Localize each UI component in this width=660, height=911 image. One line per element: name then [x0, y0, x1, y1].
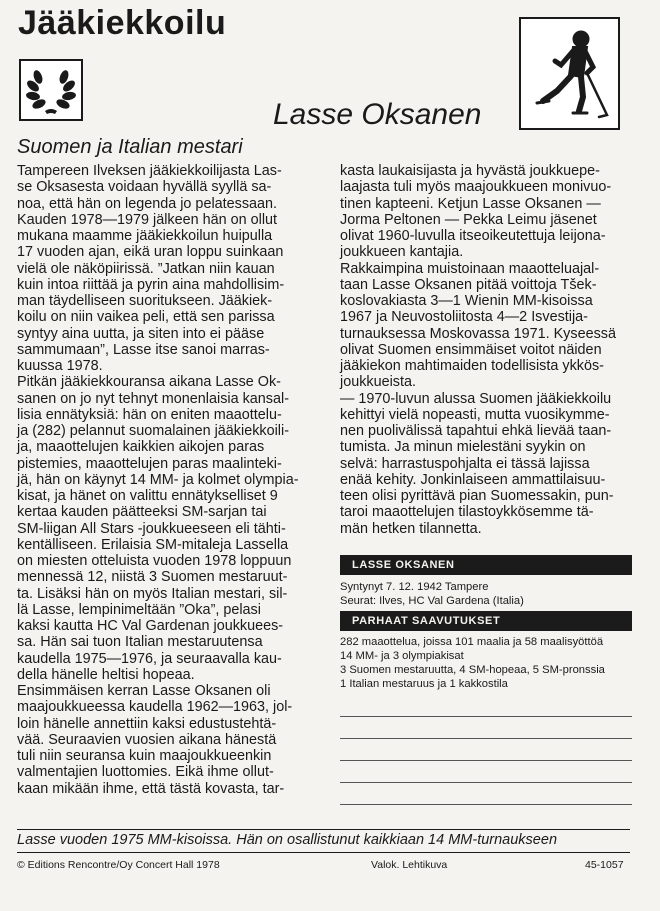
text-line: olivat 1960-luvulla itseoikeutettuja leijona-	[340, 228, 606, 244]
text-line: noa, että hän on legenda jo pelatessaan.	[17, 195, 278, 212]
text-line: olivat Suomen ensimmäiset voitot näiden	[340, 341, 602, 358]
text-line: mukana maamme jääkiekkoilun huipulla	[17, 228, 273, 244]
text-line: kasta laukaisijasta ja hyvästä joukkuepe-	[340, 163, 600, 179]
text-line: sammumaan”, Lasse itse sanoi marras-	[17, 341, 270, 358]
article-right-column	[340, 163, 632, 537]
text-line: laajasta tuli myös maajoukkueen monivuo-	[340, 179, 612, 196]
player-name: Lasse Oksanen	[273, 98, 482, 131]
text-line: koslovakiasta 3—1 Wienin MM-kisoissa	[340, 293, 593, 309]
text-line: kertaa kauden päätteeksi SM-sarjan tai	[17, 504, 267, 521]
text-line: kuin intoa riittää ja pyrin aina mahdollisim-	[17, 276, 285, 293]
caption-divider	[17, 829, 630, 830]
text-line: on miesten otteluista vuoden 1978 loppuun	[17, 553, 292, 569]
text-line: 17 vuoden ajan, eikä uran loppu suinkaan	[17, 244, 284, 261]
blank-line	[340, 783, 632, 805]
text-line: maajoukkueessa kaudella 1962—1963, jol-	[17, 699, 293, 716]
text-line: jä, hän on käynyt 14 MM- ja kolmet olympia-	[17, 471, 299, 488]
text-line: Ensimmäisen kerran Lasse Oksanen oli	[17, 683, 271, 699]
text-line: syntyy aina uutta, ja siten into ei pääse	[17, 325, 265, 342]
article-left-column	[17, 163, 306, 797]
text-line: ja, maaottelujen kaikkien aikojen paras	[17, 439, 265, 456]
text-line: nen puolivälissä tapahtui ehkä lievää taan-	[340, 423, 612, 439]
achievement-item: 14 MM- ja 3 olympiakisat	[340, 650, 464, 662]
text-line: ta. Lisäksi hän on myös Italian mestari, sil-	[17, 585, 288, 602]
subtitle: Suomen ja Italian mestari	[17, 136, 243, 158]
blank-line	[340, 717, 632, 739]
blank-line	[340, 739, 632, 761]
copyright: © Editions Rencontre/Oy Concert Hall 1978	[17, 859, 220, 871]
text-line: kaksi kautta HC Val Gardenan joukkuees-	[17, 618, 284, 634]
achievements-header: PARHAAT SAAVUTUKSET	[340, 611, 632, 631]
text-line: enää kehity. Jonkinlaiseen ammattilaisuu-	[340, 471, 606, 488]
text-line: män hetken tilannetta.	[340, 520, 482, 537]
sport-title: Jääkiekkoilu	[18, 4, 227, 42]
info-block	[340, 555, 632, 805]
achievement-item: 3 Suomen mestaruutta, 4 SM-hopeaa, 5 SM-pronssia	[340, 664, 605, 676]
photo-caption: Lasse vuoden 1975 MM-kisoissa. Hän on osallistunut kaikkiaan 14 MM-turnaukseen	[17, 832, 558, 848]
text-line: kuussa 1978.	[17, 358, 103, 374]
text-line: joukkueen kantajia.	[340, 244, 464, 261]
text-line: pistemies, maaottelujen paras maalinteki-	[17, 455, 282, 472]
text-line: Rakkaimpina muistoinaan maaotteluajal-	[340, 260, 600, 277]
achievement-item: 1 Italian mestaruus ja 1 kakkostila	[340, 678, 508, 690]
text-line: lisia ennätyksiä: hän on eniten maaottelu-	[17, 406, 282, 423]
text-line: jääkiekon mahtimaiden todellisista ykkös-	[340, 358, 604, 374]
player-header: LASSE OKSANEN	[340, 555, 632, 575]
text-line: sanen on jo nyt tehnyt monenlaisia kansal-	[17, 390, 289, 407]
text-line: vielä ole näköpiirissä. ”Jatkan niin kauan	[17, 260, 275, 277]
text-line: Pitkän jääkiekkouransa aikana Lasse Ok-	[17, 374, 281, 391]
card-number: 45-1057	[585, 859, 624, 871]
text-line: Tampereen Ilveksen jääkiekkoilijasta Las-	[17, 163, 282, 179]
text-line: teen olisi pyrittävä pian Suomessakin, pun-	[340, 488, 614, 504]
text-line: valmentajien luottomies. Eikä ihme ollut-	[17, 764, 274, 781]
laurel-wreath-icon	[19, 59, 83, 121]
text-line: taan Lasse Oksanen pitää voittoja Tšek-	[340, 276, 597, 293]
hockey-player-icon	[519, 17, 620, 130]
text-line: tuli niin seuransa kuin maajoukkueenkin	[17, 748, 272, 764]
text-line: kehittyi vielä nopeasti, mutta vuosikymme-	[340, 406, 610, 423]
text-line: joukkueista.	[340, 374, 416, 391]
clubs-line: Seurat: Ilves, HC Val Gardena (Italia)	[340, 595, 524, 607]
text-line: tumista. Ja minun mielestäni syykin on	[340, 439, 586, 456]
footer-divider	[17, 852, 630, 853]
achievements-list	[340, 635, 632, 691]
photo-credit: Valok. Lehtikuva	[371, 859, 448, 871]
text-line: Kauden 1978—1979 jälkeen hän on ollut	[17, 211, 278, 228]
blank-line	[340, 761, 632, 783]
achievement-item: 282 maaottelua, joissa 101 maalia ja 58 maalisyöttöä	[340, 636, 604, 648]
text-line: lä Lasse, lempinimeltään ”Oka”, pelasi	[17, 601, 261, 618]
text-line: sa. Hän sai tuon Italian mestaruutensa	[17, 634, 263, 651]
text-line: mennessä 12, niistä 3 Suomen mestaruut-	[17, 569, 288, 586]
text-line: kentälliseen. Erilaisia SM-mitaleja Lassella	[17, 536, 289, 553]
text-line: loin hänelle annettiin kaksi edustustehtä-	[17, 715, 277, 732]
text-line: selvä: harrastuspohjalta ei tässä lajissa	[340, 455, 590, 472]
text-line: ja (282) pelannut suomalainen jääkiekkoili-	[17, 423, 289, 439]
text-line: — 1970-luvun alussa Suomen jääkiekkoilu	[340, 390, 612, 407]
text-line: se Oksasesta voidaan hyvällä syyllä sa-	[17, 179, 272, 196]
text-line: kaudella 1975—1976, ja seuraavalla kau-	[17, 650, 282, 667]
blank-lines	[340, 695, 632, 805]
text-line: man täydelliseen suoritukseen. Jääkiek-	[17, 293, 273, 309]
text-line: koilu on niin vaikea peli, että sen parissa	[17, 309, 275, 326]
text-line: kisat, ja hänet on valittu ennätykselliset 9	[17, 488, 278, 504]
text-line: 1967 ja Neuvostoliitosta 4—2 Isvestija-	[340, 309, 588, 326]
text-line: vää. Seuraavien vuosien aikana hänestä	[17, 731, 277, 748]
text-line: tinen kapteeni. Ketjun Lasse Oksanen —	[340, 195, 601, 212]
text-line: turnauksessa Moskovassa 1971. Kyseessä	[340, 325, 616, 342]
born-line: Syntynyt 7. 12. 1942 Tampere	[340, 581, 489, 593]
blank-line	[340, 695, 632, 717]
text-line: SM-liigan All Stars -joukkueeseen eli tähti-	[17, 520, 286, 537]
text-line: Jorma Peltonen — Pekka Leimu jäsenet	[340, 211, 597, 228]
text-line: kaan mikään ihme, että tästä kovasta, tar-	[17, 780, 285, 797]
text-line: della hänelle heltisi hopeaa.	[17, 666, 195, 683]
text-line: taroi maaottelujen tilastoykkösemme tä-	[340, 504, 594, 521]
